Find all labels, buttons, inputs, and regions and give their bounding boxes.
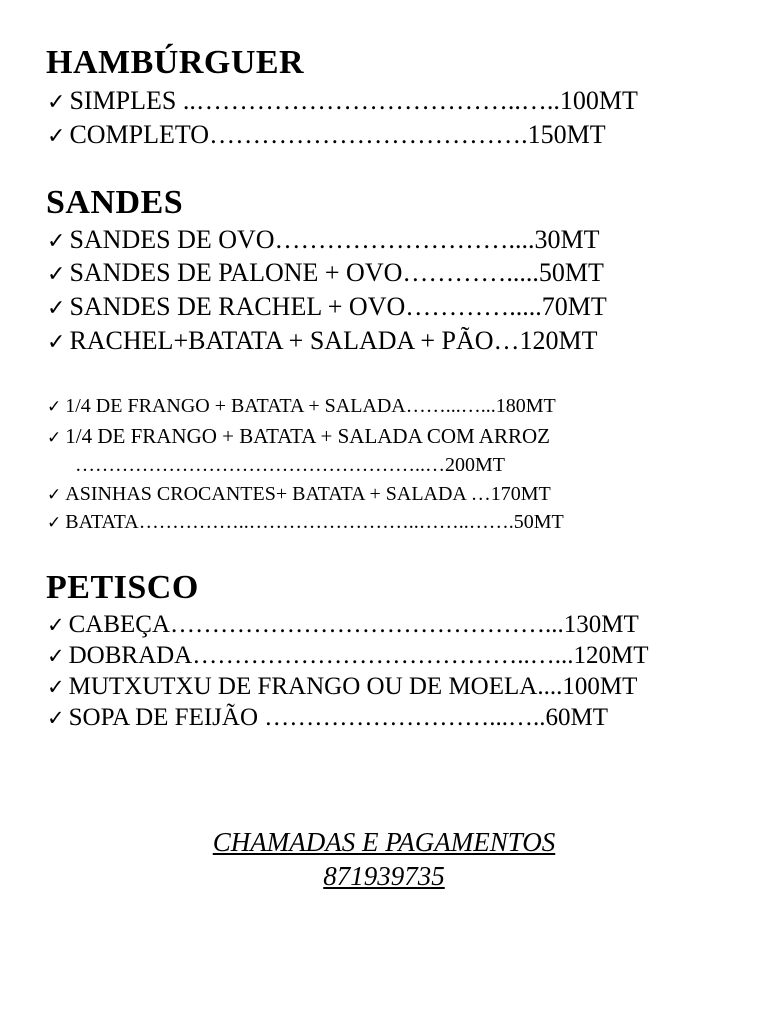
menu-item-continuation <box>75 455 505 475</box>
check-icon: ✓ <box>47 296 66 321</box>
menu-item <box>47 484 551 504</box>
menu-item <box>47 396 556 416</box>
menu-item <box>47 426 550 447</box>
menu-item <box>47 260 604 286</box>
check-icon: ✓ <box>47 485 62 505</box>
menu-item-label: SANDES DE OVO………………………....30MT <box>69 225 600 254</box>
menu-item-label: SOPA DE FEIJÃO ………………………...…..60MT <box>68 704 609 731</box>
check-icon: ✓ <box>47 428 62 448</box>
check-icon: ✓ <box>47 706 65 730</box>
check-icon: ✓ <box>47 90 66 115</box>
section-title-sandes: SANDES <box>46 184 184 221</box>
menu-item-label: MUTXUTXU DE FRANGO OU DE MOELA....100MT <box>68 673 638 700</box>
section-title-hamburguer: HAMBÚRGUER <box>46 44 305 81</box>
menu-item <box>47 328 598 354</box>
footer-phone-number: 871939735 <box>323 861 445 891</box>
menu-item-label: COMPLETO……………………………….150MT <box>69 120 606 149</box>
menu-item-label: ……………………………………………..…200MT <box>75 454 505 476</box>
menu-item <box>47 674 637 699</box>
menu-item-label: ASINHAS CROCANTES+ BATATA + SALADA …170MT <box>65 483 551 505</box>
check-icon: ✓ <box>47 330 66 355</box>
menu-item-label: DOBRADA…………………………………..…...120MT <box>68 642 649 669</box>
check-icon: ✓ <box>47 397 62 417</box>
check-icon: ✓ <box>47 229 66 254</box>
menu-item <box>47 88 638 114</box>
check-icon: ✓ <box>47 644 65 668</box>
check-icon: ✓ <box>47 675 65 699</box>
menu-item-label: RACHEL+BATATA + SALADA + PÃO…120MT <box>69 326 598 355</box>
menu-item-label: CABEÇA………………………………………...130MT <box>68 611 639 638</box>
menu-item-label: SANDES DE PALONE + OVO………….....50MT <box>69 258 604 287</box>
menu-item-label: SIMPLES ..………………………………..…..100MT <box>69 86 638 115</box>
check-icon: ✓ <box>47 513 62 533</box>
menu-item <box>47 512 564 532</box>
menu-item <box>47 122 606 148</box>
menu-item-label: SANDES DE RACHEL + OVO………….....70MT <box>69 292 607 321</box>
check-icon: ✓ <box>47 262 66 287</box>
menu-item <box>47 705 608 730</box>
section-title-petisco: PETISCO <box>46 569 199 606</box>
menu-item-label: 1/4 DE FRANGO + BATATA + SALADA……...…...180MT <box>65 395 556 417</box>
menu-item <box>47 643 648 668</box>
footer-contact-heading: CHAMADAS E PAGAMENTOS <box>212 827 556 857</box>
menu-item <box>47 227 600 253</box>
check-icon: ✓ <box>47 613 65 637</box>
check-icon: ✓ <box>47 124 66 149</box>
menu-item-label: BATATA……………..……………………..……..…….50MT <box>65 511 564 533</box>
menu-item <box>47 294 607 320</box>
menu-item <box>47 612 639 637</box>
menu-item-label: 1/4 DE FRANGO + BATATA + SALADA COM ARROZ <box>65 424 550 448</box>
